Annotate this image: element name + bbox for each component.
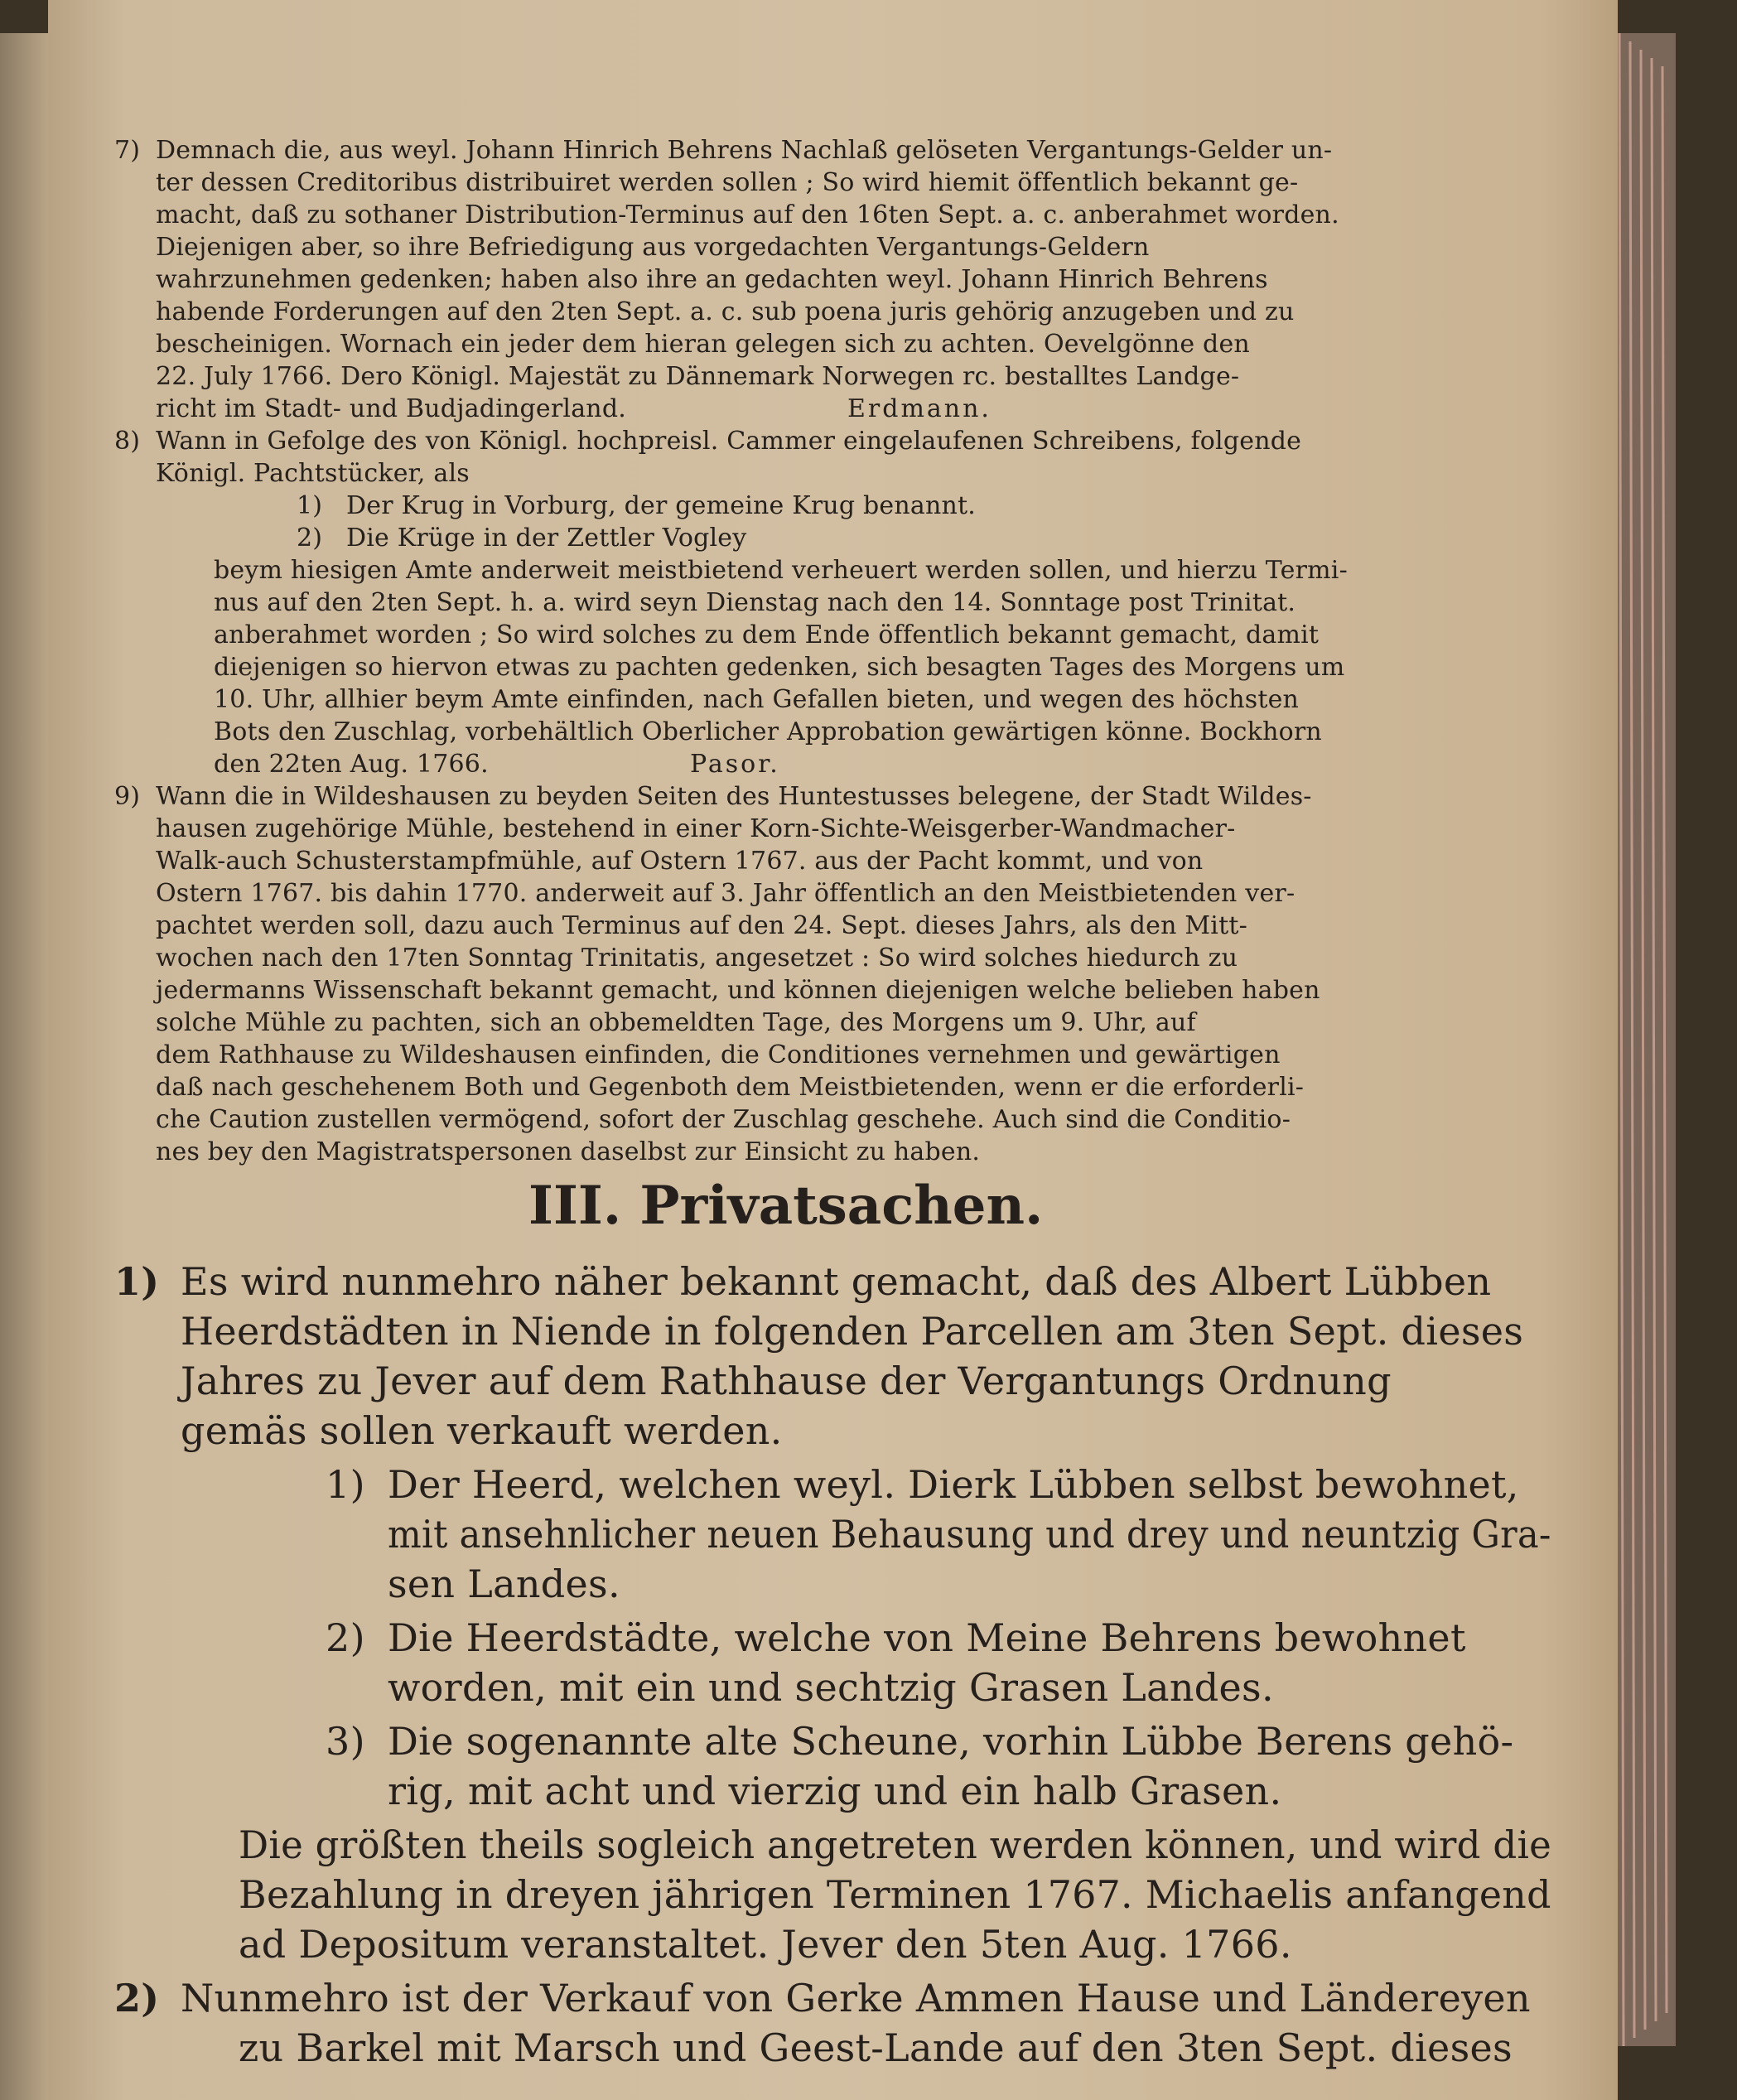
parcel-number: 3) <box>326 1719 365 1764</box>
private-1-line: Es wird nunmehro näher bekannt gemacht, daß des Albert Lübben <box>181 1259 1492 1304</box>
private-1-line: Jahres zu Jever auf dem Rathhause der Vergantungs Ordnung <box>181 1359 1392 1403</box>
item-7-line: 22. July 1766. Dero Königl. Majestät zu Dännemark Norwegen rc. bestalltes Landge- <box>156 362 1240 391</box>
item-9-line: Walk-auch Schusterstampfmühle, auf Ostern 1767. aus der Pacht kommt, und von <box>156 847 1204 876</box>
parcel-number: 1) <box>326 1462 365 1507</box>
item-7-line: wahrzunehmen gedenken; haben also ihre an gedachten weyl. Johann Hinrich Behrens <box>156 265 1268 294</box>
item-number-8: 8) <box>114 427 141 456</box>
item-8-line: diejenigen so hiervon etwas zu pachten gedenken, sich besagten Tages des Morgens um <box>214 653 1345 682</box>
item-9-line: pachtet werden soll, dazu auch Terminus auf den 24. Sept. dieses Jahrs, als den Mitt- <box>156 911 1247 940</box>
item-8-line: den 22ten Aug. 1766. <box>214 750 489 779</box>
item-8-line: beym hiesigen Amte anderweit meistbietend verheuert werden sollen, und hierzu Termi- <box>214 556 1348 585</box>
item-8-sub-number: 1) <box>297 491 323 520</box>
section-heading: III. Privatsachen. <box>528 1175 1044 1237</box>
item-8-sub-text: Die Krüge in der Zettler Vogley <box>346 524 747 553</box>
item-8-line: Bots den Zuschlag, vorbehältlich Oberlicher Approbation gewärtigen könne. Bockhorn <box>214 717 1322 746</box>
parcel-line: Die sogenannte alte Scheune, vorhin Lübbe Berens gehö- <box>388 1719 1514 1764</box>
item-8-line: anberahmet worden ; So wird solches zu dem Ende öffentlich bekannt gemacht, damit <box>214 620 1320 649</box>
private-item-number-2: 2) <box>114 1976 160 2020</box>
item-7-line: richt im Stadt- und Budjadingerland. <box>156 394 626 423</box>
parcel-line: mit ansehnlicher neuen Behausung und drey und neuntzig Gra- <box>388 1512 1551 1557</box>
item-8-line: nus auf den 2ten Sept. h. a. wird seyn Dienstag nach den 14. Sonntage post Trinitat. <box>214 588 1296 617</box>
item-9-line: nes bey den Magistratspersonen daselbst zur Einsicht zu haben. <box>156 1137 981 1166</box>
item-9-line: solche Mühle zu pachten, sich an obbemeldten Tage, des Morgens um 9. Uhr, auf <box>156 1008 1196 1037</box>
item-9-line: daß nach geschehenem Both und Gegenboth dem Meistbietenden, wenn er die erforderli- <box>156 1073 1305 1102</box>
parcel-number: 2) <box>326 1615 365 1660</box>
left-page-edge <box>0 33 48 2100</box>
private-1-line: gemäs sollen verkauft werden. <box>181 1408 783 1453</box>
item-9-line: hausen zugehörige Mühle, bestehend in einer Korn-Sichte-Weisgerber-Wandmacher- <box>156 814 1236 843</box>
item-9-line: jedermanns Wissenschaft bekannt gemacht, und können diejenigen welche belieben haben <box>156 976 1320 1005</box>
item-8-line: Königl. Pachtstücker, als <box>156 459 470 488</box>
item-7-line: Demnach die, aus weyl. Johann Hinrich Behrens Nachlaß gelöseten Vergantungs-Gelder un- <box>156 136 1333 165</box>
item-9-line: dem Rathhause zu Wildeshausen einfinden, die Conditiones vernehmen und gewärtigen <box>156 1040 1281 1069</box>
parcel-line: Der Heerd, welchen weyl. Dierk Lübben selbst bewohnet, <box>388 1462 1519 1507</box>
page-edge-fill <box>1618 33 1676 2046</box>
item-8-line: 10. Uhr, allhier beym Amte einfinden, nach Gefallen bieten, und wegen des höchsten <box>214 685 1300 714</box>
item-8-sub-text: Der Krug in Vorburg, der gemeine Krug benannt. <box>346 491 977 520</box>
item-9-line: Ostern 1767. bis dahin 1770. anderweit auf 3. Jahr öffentlich an den Meistbietenden ver- <box>156 879 1296 908</box>
item-7-line: bescheinigen. Wornach ein jeder dem hieran gelegen sich zu achten. Oevelgönne den <box>156 330 1250 359</box>
item-7-line: Diejenigen aber, so ihre Befriedigung aus vorgedachten Vergantungs-Geldern <box>156 233 1150 262</box>
parcel-line: Die Heerdstädte, welche von Meine Behrens bewohnet <box>388 1615 1466 1660</box>
private-item-number-1: 1) <box>114 1259 160 1304</box>
private-1-line: Die größten theils sogleich angetreten werden können, und wird die <box>239 1822 1552 1867</box>
private-2-line: Nunmehro ist der Verkauf von Gerke Ammen Hause und Ländereyen <box>181 1976 1531 2020</box>
item-8-line: Wann in Gefolge des von Königl. hochpreisl. Cammer eingelaufenen Schreibens, folgende <box>156 427 1302 456</box>
item-9-line: Wann die in Wildeshausen zu beyden Seiten des Huntestusses belegene, der Stadt Wildes- <box>156 782 1312 811</box>
item-8-signature: Pasor. <box>690 750 780 779</box>
item-9-line: wochen nach den 17ten Sonntag Trinitatis, angesetzet : So wird solches hiedurch zu <box>156 944 1238 973</box>
parcel-line: sen Landes. <box>388 1562 620 1606</box>
item-7-line: ter dessen Creditoribus distribuiret werden sollen ; So wird hiemit öffentlich bekannt ge- <box>156 168 1299 197</box>
item-number-7: 7) <box>114 136 141 165</box>
item-7-line: habende Forderungen auf den 2ten Sept. a. c. sub poena juris gehörig anzugeben und zu <box>156 297 1295 326</box>
parcel-line: rig, mit acht und vierzig und ein halb Grasen. <box>388 1769 1282 1813</box>
private-1-line: Bezahlung in dreyen jährigen Terminen 1767. Michaelis anfangend <box>239 1872 1551 1917</box>
item-7-line: macht, daß zu sothaner Distribution-Terminus auf den 16ten Sept. a. c. anberahmet worden. <box>156 200 1339 229</box>
private-1-line: Heerdstädten in Niende in folgenden Parcellen am 3ten Sept. dieses <box>181 1309 1524 1354</box>
item-9-line: che Caution zustellen vermögend, sofort der Zuschlag geschehe. Auch sind die Conditio- <box>156 1105 1291 1134</box>
private-1-line: ad Depositum veranstaltet. Jever den 5ten Aug. 1766. <box>239 1922 1292 1967</box>
item-8-sub-number: 2) <box>297 524 323 553</box>
private-2-line: zu Barkel mit Marsch und Geest-Lande auf den 3ten Sept. dieses <box>239 2025 1513 2070</box>
item-7-signature: Erdmann. <box>847 394 992 423</box>
parcel-line: worden, mit ein und sechtzig Grasen Landes. <box>388 1665 1274 1710</box>
document-page <box>48 0 1618 2100</box>
item-number-9: 9) <box>114 782 141 811</box>
